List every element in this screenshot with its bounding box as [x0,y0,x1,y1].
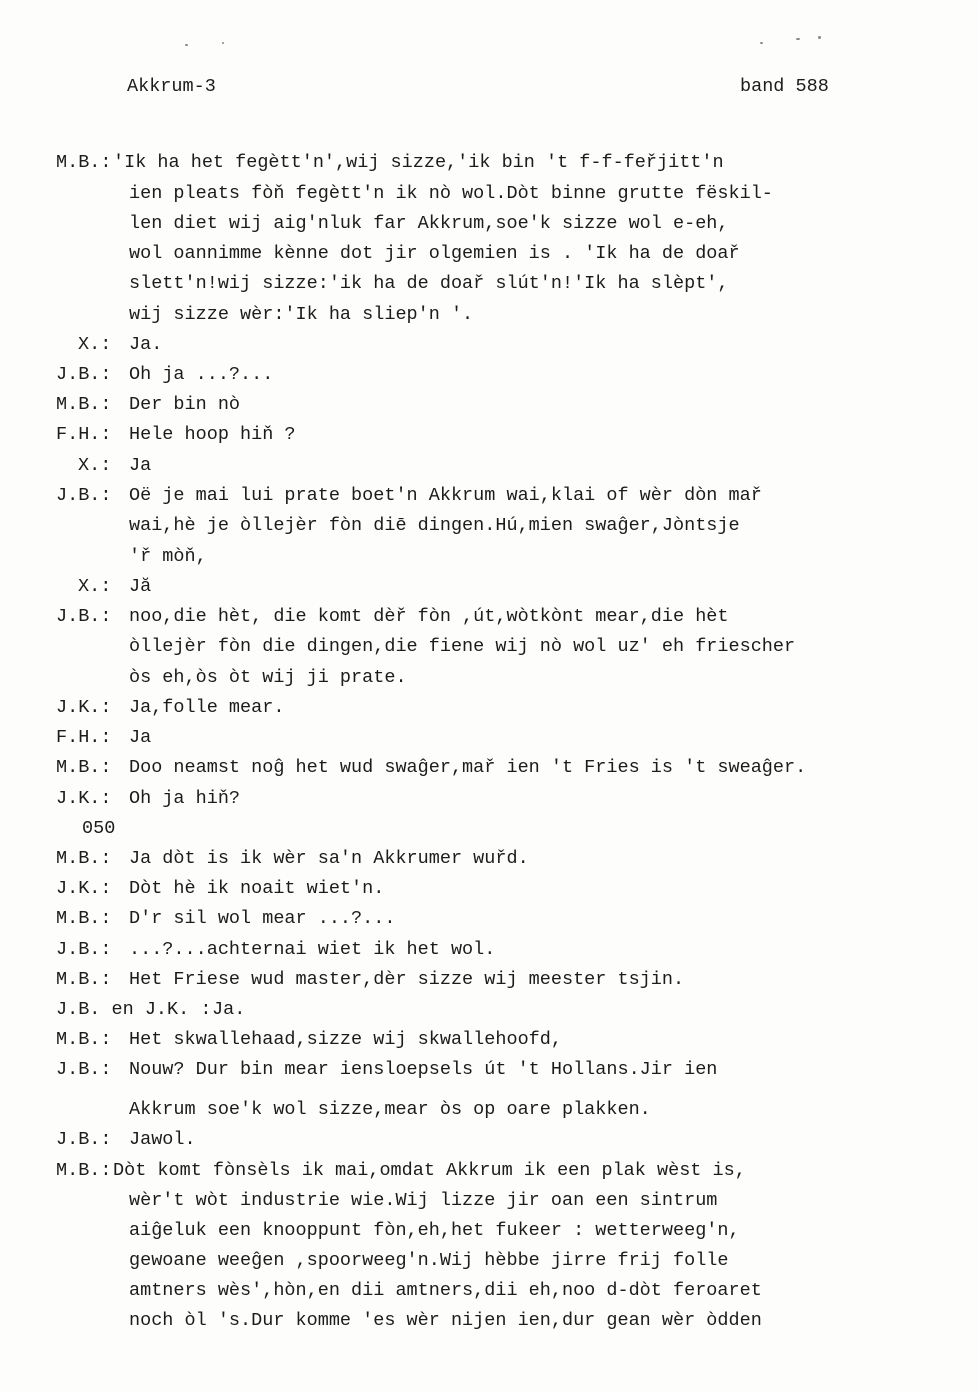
transcript-line [0,1160,979,1190]
utterance-text: noch òl 's.Dur komme 'es wèr nijen ien,dur gean wèr òdden [129,1310,762,1331]
transcript-line [0,515,979,545]
transcript-line [0,213,979,243]
transcript-line [0,304,979,334]
transcript-line [0,334,979,364]
speaker-label: M.B.: [56,969,112,990]
speaker-label: M.B.: [56,1029,112,1050]
transcript-line [0,546,979,576]
speaker-label: F.H.: [56,727,112,748]
transcript-line [0,878,979,908]
speaker-label: M.B.: [56,757,112,778]
utterance-text: Dòt hè ik noait wiet'n. [129,878,385,899]
transcript-line [0,999,979,1029]
transcript-line [0,1129,979,1159]
utterance-text: ien pleats fòň fegètt'n ik nò wol.Dòt binne grutte fëskil- [129,183,773,204]
utterance-text: Doo neamst noĝ het wud swaĝer,mař ien 't Fries is 't sweaĝer. [129,757,807,778]
utterance-text: Nouw? Dur bin mear iensloepsels út 't Hollans.Jir ien [129,1059,718,1080]
speaker-label: J.B.: [56,1059,112,1080]
utterance-text: noo,die hèt, die komt dèř fòn ,út,wòtkònt mear,die hèt [129,606,729,627]
utterance-text: amtners wès',hòn,en dii amtners,dii eh,noo d-dòt feroaret [129,1280,762,1301]
band-number: band 588 [740,76,829,97]
utterance-text: gewoane weeĝen ,spoorweeg'n.Wij hèbbe jirre frij folle [129,1250,729,1271]
speaker-label: J.B.: [56,939,112,960]
transcript-line [0,788,979,818]
scan-speck [818,36,821,39]
speaker-label: M.B.: [56,908,112,929]
utterance-text: Het skwallehaad,sizze wij skwallehoofd, [129,1029,562,1050]
transcript-line [0,727,979,757]
speaker-label: J.K.: [56,788,112,809]
transcript-line [0,667,979,697]
speaker-label: J.B.: [56,606,112,627]
transcript-line [0,273,979,303]
speaker-label: M.B.: [56,152,112,173]
transcript-line [0,848,979,878]
transcript-line [0,1029,979,1059]
transcript-line [0,1059,979,1089]
transcript-line [0,576,979,606]
transcript-line [0,1310,979,1340]
transcript-line [0,606,979,636]
transcript-line [0,939,979,969]
utterance-text: Jawol. [129,1129,196,1150]
utterance-text: Akkrum soe'k wol sizze,mear òs op oare plakken. [129,1099,651,1120]
page-title: Akkrum-3 [127,76,216,97]
speaker-label: F.H.: [56,424,112,445]
transcript-line [0,424,979,454]
scan-speck [760,42,763,44]
utterance-text: Ja. [212,999,246,1020]
utterance-text: Jă [129,576,152,597]
utterance-text: D'r sil wol mear ...?... [129,908,396,929]
utterance-text: wèr't wòt industrie wie.Wij lizze jir oan een sintrum [129,1190,718,1211]
speaker-label: M.B.: [56,1160,112,1181]
scan-speck [796,38,800,40]
utterance-text: Ja dòt is ik wèr sa'n Akkrumer wuřd. [129,848,529,869]
utterance-text: wol oannimme kènne dot jir olgemien is . 'Ik ha de doař [129,243,740,264]
speaker-label: J.B.: [56,485,112,506]
utterance-text: wai,hè je òllejèr fòn diē dingen.Hú,mien swaĝer,Jòntsje [129,515,740,536]
transcript-line [0,243,979,273]
transcript-line [0,969,979,999]
utterance-text: òllejèr fòn die dingen,die fiene wij nò wol uz' eh friescher [129,636,796,657]
utterance-text: Ja. [129,334,163,355]
speaker-label: X.: [78,334,112,355]
utterance-text: Der bin nò [129,394,241,415]
transcript-line [0,1099,979,1129]
transcript-line [0,818,979,848]
utterance-text: Ja [129,455,152,476]
scan-speck [185,44,188,46]
utterance-text: ...?...achternai wiet ik het wol. [129,939,496,960]
utterance-text: 'Ik ha het fegètt'n',wij sizze,'ik bin 't f-f-feřjitt'n [113,152,724,173]
utterance-text: Dòt komt fònsèls ik mai,omdat Akkrum ik een plak wèst is, [113,1160,746,1181]
transcript-line [0,152,979,182]
utterance-text: slett'n!wij sizze:'ik ha de doař slút'n!'Ik ha slèpt', [129,273,729,294]
transcript-line [0,636,979,666]
speaker-label: X.: [78,576,112,597]
speaker-label: J.B.: [56,1129,112,1150]
transcript-line [0,183,979,213]
utterance-text: len diet wij aig'nluk far Akkrum,soe'k sizze wol e-eh, [129,213,729,234]
utterance-text: òs eh,òs òt wij ji prate. [129,667,407,688]
utterance-text: Oh ja ...?... [129,364,274,385]
utterance-text: wij sizze wèr:'Ik ha sliep'n '. [129,304,474,325]
utterance-text: Ja,folle mear. [129,697,285,718]
transcript-line [0,1280,979,1310]
transcript-line [0,394,979,424]
speaker-label: M.B.: [56,848,112,869]
speaker-label: X.: [78,455,112,476]
utterance-text: Oë je mai lui prate boet'n Akkrum wai,klai of wèr dòn mař [129,485,762,506]
utterance-text: 'ř mòň, [129,546,207,567]
transcript-line [0,364,979,394]
scan-speck [222,42,224,44]
transcript-line [0,757,979,787]
utterance-text: Het Friese wud master,dèr sizze wij meester tsjin. [129,969,685,990]
transcript-line [0,697,979,727]
transcript-line [0,1190,979,1220]
utterance-text: Ja [129,727,152,748]
speaker-label: J.K.: [56,697,112,718]
utterance-text: Hele hoop hiň ? [129,424,296,445]
transcript-line [0,1250,979,1280]
transcript-line [0,455,979,485]
speaker-label: J.B. en J.K. : [56,999,212,1020]
transcript-line [0,485,979,515]
transcript-line [0,908,979,938]
utterance-text: 050 [82,818,116,839]
transcript-line [0,1220,979,1250]
speaker-label: J.B.: [56,364,112,385]
utterance-text: aiĝeluk een knooppunt fòn,eh,het fukeer : wetterweeg'n, [129,1220,740,1241]
speaker-label: J.K.: [56,878,112,899]
utterance-text: Oh ja hiň? [129,788,241,809]
speaker-label: M.B.: [56,394,112,415]
